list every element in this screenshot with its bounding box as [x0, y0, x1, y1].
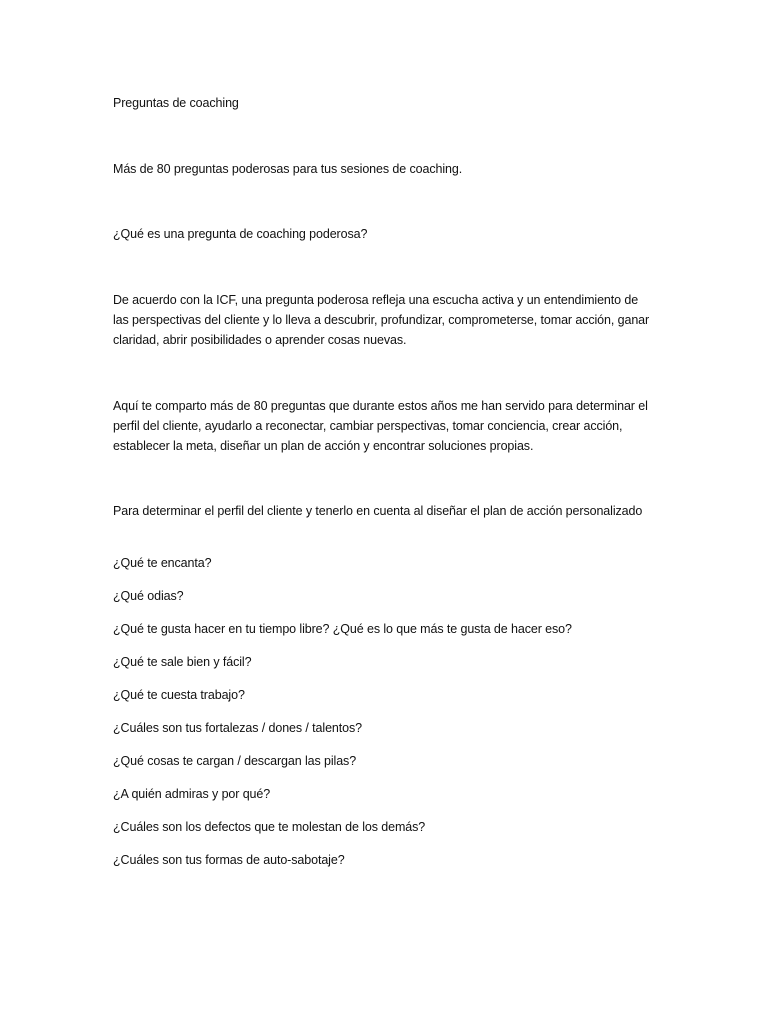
question-item: ¿Cuáles son los defectos que te molestan de los demás? — [113, 820, 426, 834]
document-subtitle: Más de 80 preguntas poderosas para tus sesiones de coaching. — [113, 162, 463, 176]
section-heading: ¿Qué es una pregunta de coaching poderosa? — [113, 227, 368, 241]
question-item: ¿Qué cosas te cargan / descargan las pilas? — [113, 754, 357, 768]
question-item: ¿Qué te encanta? — [113, 556, 212, 570]
question-item: ¿Qué te gusta hacer en tu tiempo libre? ¿Qué es lo que más te gusta de hacer eso? — [113, 622, 572, 636]
question-item: ¿A quién admiras y por qué? — [113, 787, 271, 801]
question-list — [113, 553, 653, 883]
question-item: ¿Qué te cuesta trabajo? — [113, 688, 245, 702]
paragraph-introduction: Aquí te comparto más de 80 preguntas que durante estos años me han servido para determinar el perfil del cliente, ayudarlo a reconectar, cambiar perspectivas, tomar conciencia, crear acción, establecer la meta, diseñar un plan de acción y encontrar soluciones propias. — [113, 399, 648, 453]
question-item: ¿Qué odias? — [113, 589, 184, 603]
question-item: ¿Cuáles son tus formas de auto-sabotaje? — [113, 853, 345, 867]
document-title: Preguntas de coaching — [113, 96, 239, 110]
question-item: ¿Cuáles son tus fortalezas / dones / talentos? — [113, 721, 363, 735]
question-item: ¿Qué te sale bien y fácil? — [113, 655, 252, 669]
paragraph-icf-definition: De acuerdo con la ICF, una pregunta poderosa refleja una escucha activa y un entendimiento de las perspectivas del cliente y lo lleva a descubrir, profundizar, comprometerse, tomar acción, ganar claridad, abrir posibilidades o aprender cosas nuevas. — [113, 293, 650, 347]
paragraph-client-profile: Para determinar el perfil del cliente y tenerlo en cuenta al diseñar el plan de acción personalizado — [113, 504, 643, 518]
